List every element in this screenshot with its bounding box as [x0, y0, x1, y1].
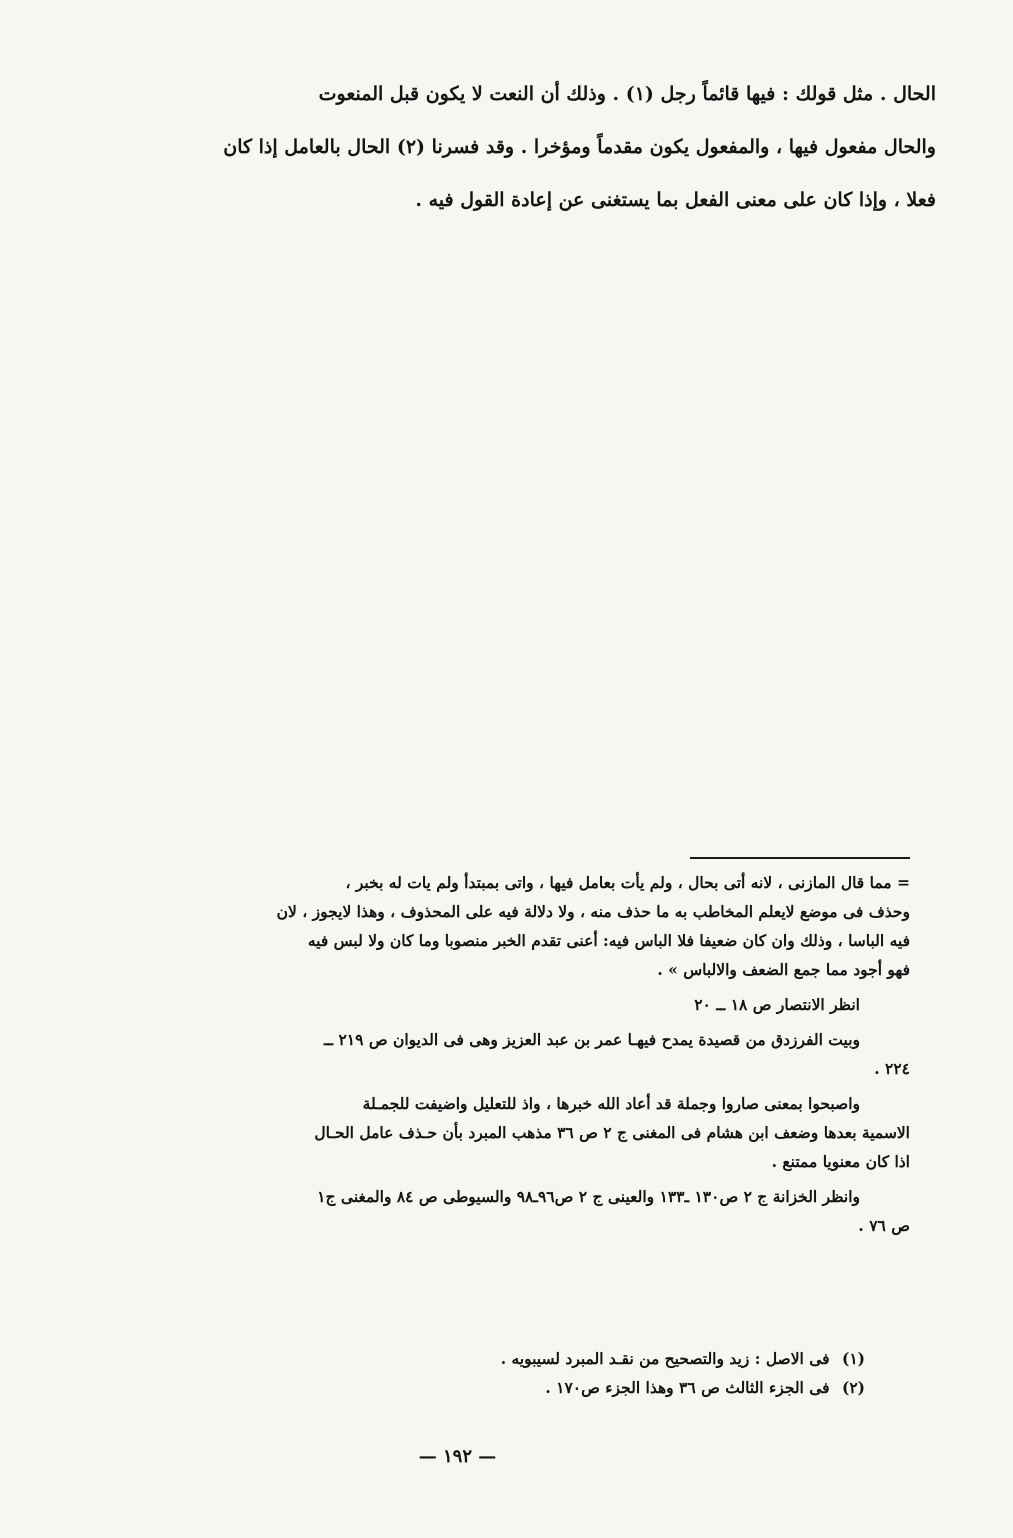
- main-text: [58, 68, 936, 227]
- footnote-item-2: [300, 1376, 865, 1400]
- footnote-line: فهو أجود مما جمع الضعف والالباس » .: [657, 960, 910, 979]
- footnote-number: (١): [841, 1349, 865, 1368]
- footnote-line: ص ٧٦ .: [858, 1216, 910, 1235]
- footnote-line: اذا كان معنويا ممتنع .: [771, 1152, 910, 1171]
- page-number: — ١٩٢ —: [418, 1446, 497, 1467]
- footnote-text: فى الاصل : زيد والتصحيح من نقـد المبرد لسيبويه .: [500, 1349, 830, 1368]
- footnote-separator: [690, 857, 910, 859]
- footnote-item-1: [300, 1347, 865, 1371]
- footnote-number: (٢): [841, 1378, 865, 1397]
- footnote-line: وبيت الفرزدق من قصيدة يمدح فيهـا عمر بن عبد العزيز وهى فى الديوان ص ٢١٩ ــ: [323, 1030, 860, 1049]
- footnote-line: وانظر الخزانة ج ٢ ص١٣٠ ـ١٣٣ والعينى ج ٢ ص٩٦ـ٩٨ والسيوطى ص ٨٤ والمغنى ج١: [317, 1187, 860, 1206]
- footnote-line: = مما قال المازنى ، لانه أتى بحال ، ولم يأت بعامل فيها ، واتى بمبتدأ ولم يات له بخبر ،: [345, 873, 910, 892]
- main-line-2: والحال مفعول فيها ، والمفعول يكون مقدماً ومؤخرا . وقد فسرنا (٢) الحال بالعامل إذا كان: [223, 136, 936, 158]
- footnote-text: فى الجزء الثالث ص ٣٦ وهذا الجزء ص١٧٠ .: [545, 1378, 830, 1397]
- footnote-line: الاسمية بعدها وضعف ابن هشام فى المغنى ج ٢ ص ٣٦ مذهب المبرد بأن حـذف عامل الحـال: [314, 1123, 910, 1142]
- footnotes: [40, 868, 910, 1240]
- footnote-line: فيه الباسا ، وذلك وان كان ضعيفا فلا الباس فيه: أعنى تقدم الخبر منصوبا وما كان ولا لبس فيه: [307, 931, 910, 950]
- main-line-3: فعلا ، وإذا كان على معنى الفعل بما يستغنى عن إعادة القول فيه .: [415, 189, 936, 211]
- footnote-line: واصبحوا بمعنى صاروا وجملة قد أعاد الله خبرها ، واذ للتعليل واضيفت للجمـلة: [362, 1094, 860, 1113]
- footnote-line: ٢٢٤ .: [874, 1059, 910, 1078]
- main-line-1: الحال . مثل قولك : فيها قائماً رجل (١) . وذلك أن النعت لا يكون قبل المنعوت: [318, 83, 936, 105]
- footnote-line: وحذف فى موضع لايعلم المخاطب به ما حذف منه ، ولا دلالة فيه على المحذوف ، وهذا لايجوز ، لان: [276, 902, 910, 921]
- footnote-reference: انظر الانتصار ص ١٨ ــ ٢٠: [694, 995, 860, 1014]
